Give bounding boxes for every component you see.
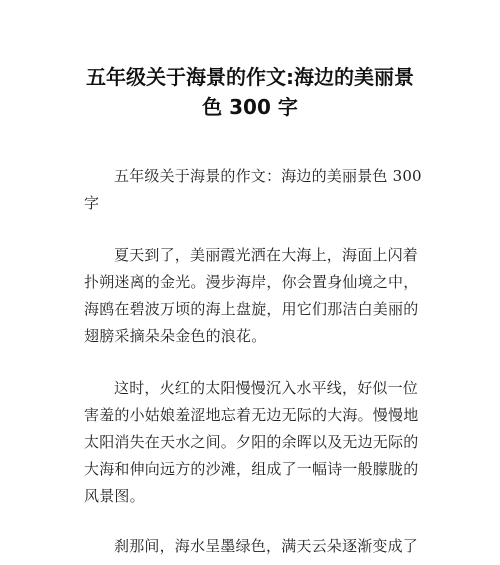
text-line: 五年级关于海景的作文：海边的美丽景色 300 bbox=[114, 167, 422, 185]
paragraph-intro bbox=[84, 163, 424, 217]
title-line: 五年级关于海景的作文:海边的美丽景 bbox=[86, 65, 414, 89]
text-line: 刹那间，海水呈墨绿色，满天云朵逐渐变成了 bbox=[114, 537, 419, 555]
text-line: 海鸥在碧波万顷的海上盘旋，用它们那洁白美丽的 bbox=[84, 300, 419, 318]
text-line: 风景图。 bbox=[84, 487, 145, 505]
text-line: 太阳消失在天水之间。夕阳的余晖以及无边无际的 bbox=[84, 433, 419, 451]
text-line: 大海和伸向远方的沙滩，组成了一幅诗一般朦胧的 bbox=[84, 460, 419, 478]
text-line: 夏天到了，美丽霞光洒在大海上，海面上闪着 bbox=[114, 246, 419, 264]
text-line: 翅膀采摘朵朵金色的浪花。 bbox=[84, 327, 267, 345]
text-line: 扑朔迷离的金光。漫步海岸，你会置身仙境之中， bbox=[84, 273, 419, 291]
paragraph-sunset bbox=[84, 375, 424, 510]
document-title bbox=[70, 62, 430, 122]
paragraph-summer bbox=[84, 242, 424, 350]
text-line: 害羞的小姑娘羞涩地忘着无边无际的大海。慢慢地 bbox=[84, 406, 419, 424]
paragraph-moment bbox=[84, 533, 424, 560]
title-line: 色 300 字 bbox=[202, 95, 298, 119]
text-line: 这时，火红的太阳慢慢沉入水平线，好似一位 bbox=[114, 379, 419, 397]
text-line: 字 bbox=[84, 194, 100, 212]
